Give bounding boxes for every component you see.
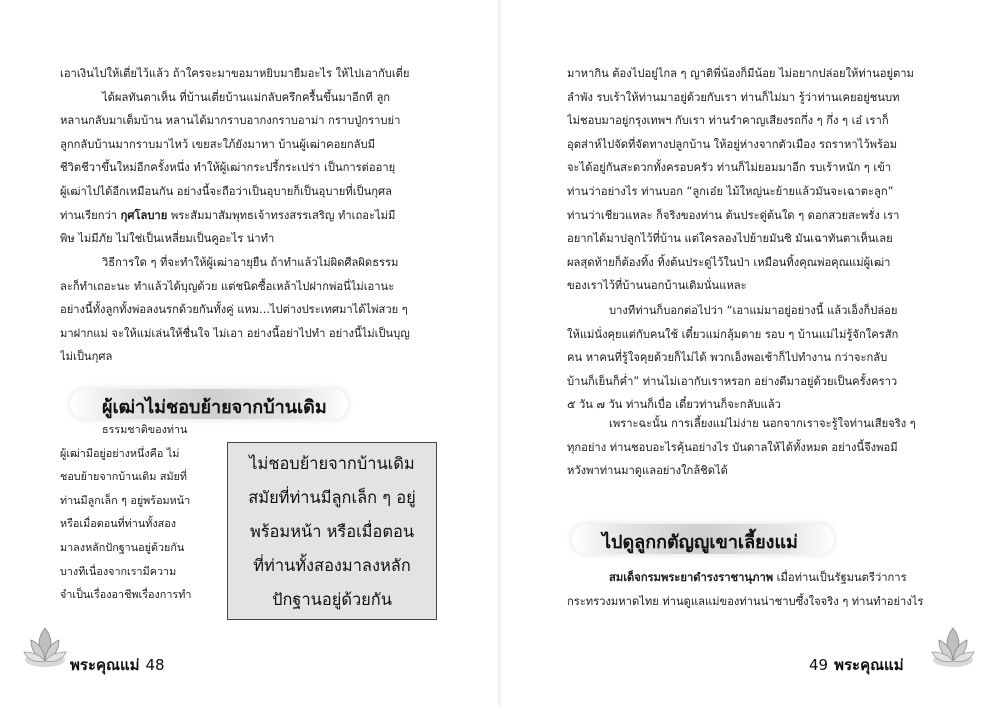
text-line: วิธีการใด ๆ ที่จะทำให้ผู้เฒ่าอายุยืน ถ้าทำแล้วไม่ผิดศีลผิดธรรม: [102, 256, 399, 269]
text-line: ท่านว่าอย่างไร ท่านบอก “ลูกเอ๋ย ไม้ใหญ่นะย้ายแล้วมันจะเฉาตะลูก”: [567, 184, 894, 198]
text-line: มาลงหลักปักฐานอยู่ด้วยกัน: [60, 540, 185, 554]
quote-line: พร้อมหน้า หรือเมื่อตอน: [249, 522, 415, 541]
text-line: ลำพัง รบเร้าให้ท่านมาอยู่ด้วยกับเรา ท่านก็ไม่มา รู้ว่าท่านเคยอยู่ชนบท: [567, 90, 900, 104]
text-line: ลูกกลับบ้านมากราบมาไหว้ เขยสะใภ้ยังมาหา บ้านผู้เฒ่าคอยกลับมี: [60, 137, 375, 151]
text-line: กระทรวงมหาดไทย ท่านดูแลแม่ของท่านน่าชาบซึ้งใจจริง ๆ ท่านทำอย่างไร: [567, 594, 924, 608]
text-line: ละก็ทำเถอะนะ ทำแล้วได้บุญด้วย แต่ชนิดซื้อเหล้าไปฝากพ่อนี่ไม่เอานะ: [60, 279, 395, 293]
right-paragraph-2: [567, 299, 951, 417]
text-line: ของเราไว้ที่บ้านนอกบ้านเดิมนั่นแหละ: [567, 279, 747, 293]
text-fragment: เมื่อท่านเป็นรัฐมนตรีว่าการ: [776, 571, 907, 584]
lotus-icon: [22, 620, 68, 680]
page-footer-left: [70, 653, 171, 677]
text-line: อุตส่าห์ไปจัดที่จัดทางปลูกบ้าน ให้อยู่ห่างจากตัวเมือง รถราหาไว้พร้อม: [567, 137, 898, 151]
text-line: เอาเงินไปให้เตี่ยไว้แล้ว ถ้าใครจะมาขอมาหยิบมายืมอะไร ให้ไปเอากับเตี่ย: [60, 67, 410, 80]
text-line: มาฝากแม่ จะให้แม่เล่นให้ชื่นใจ ไม่เอา อย่างนี้อย่าไปทำ อย่างนี้ไม่เป็นบุญ: [60, 326, 410, 340]
text-line: ให้แม่นั่งคุยแต่กับคนใช้ เดี๋ยวแม่กลุ้มตาย รอบ ๆ บ้านแม่ไม่รู้จักใครสัก: [567, 327, 899, 341]
section-heading-text: ไปดูลูกกตัญญูเขาเลี้ยงแม่: [602, 532, 798, 553]
text-line: ท่านมีลูกเล็ก ๆ อยู่พร้อมหน้า: [60, 493, 191, 507]
text-line: ผู้เฒ่ามีอยู่อย่างหนึ่งคือ ไม่: [60, 446, 180, 460]
text-line: พิษ ไม่มีภัย ไม่ใช่เป็นเหลี่ยมเป็นคูอะไร น่าทำ: [60, 232, 275, 246]
pull-quote-box: [227, 442, 437, 620]
text-line: ชีวิตชีวาขึ้นใหม่อีกครั้งหนึ่ง ทำให้ผู้เฒ่ากระปรี้กระเปร่า เป็นการต่ออายุ: [60, 161, 396, 175]
footer-title: พระคุณแม่: [70, 656, 140, 674]
right-paragraph-3: [567, 412, 951, 483]
text-line: [60, 204, 434, 228]
text-line: จะได้อยู่กันสะดวกทั้งครอบครัว ท่านก็ไม่ยอมมาอีก รบเร้าหนัก ๆ เข้า: [567, 161, 892, 175]
bold-term: สมเด็จกรมพระยาดำรงราชานุภาพ: [609, 571, 774, 584]
text-line: คน หาคนที่รู้ใจคุยด้วยก็ไม่ได้ พวกเอ็งพอเช้าก็ไปทำงาน กว่าจะกลับ: [567, 351, 888, 365]
section-heading: [572, 524, 834, 554]
text-fragment: พระสัมมาสัมพุทธเจ้าทรงสรรเสริญ ทำเถอะไม่มี: [170, 208, 396, 222]
right-paragraph-1: [567, 62, 951, 298]
text-line: ธรรมชาติของท่าน: [102, 423, 188, 436]
page-number: 49: [809, 656, 829, 674]
text-line: ผู้เฒ่าไปได้อีกเหมือนกัน อย่างนี้จะถือว่าเป็นอุบายก็เป็นอุบายที่เป็นกุศล: [60, 184, 392, 198]
quote-line: ปักฐานอยู่ด้วยกัน: [272, 590, 392, 609]
text-line: ไม่เป็นกุศล: [60, 350, 113, 364]
text-line: บางทีท่านก็บอกต่อไปว่า “เอาแม่มาอยู่อย่างนี้ แล้วเอ็งก็ปล่อย: [609, 304, 898, 317]
text-line: หวังพาท่านมาดูแลอย่างใกล้ชิดได้: [567, 464, 728, 478]
text-line: หรือเมื่อตอนที่ท่านทั้งสอง: [60, 517, 176, 531]
text-line: อย่างนี้ทั้งลูกทั้งพ่อลงนรกด้วยกันทั้งคู่ แหม...ไปต่างประเทศมาได้ไพ่สวย ๆ: [60, 303, 408, 317]
left-paragraph-2: [60, 251, 434, 369]
text-line: [567, 566, 951, 590]
section-heading-text: ผู้เฒ่าไม่ชอบย้ายจากบ้านเดิม: [102, 397, 327, 418]
text-line: จำเป็นเรื่องอาชีพเรื่องการทำ: [60, 588, 192, 602]
text-line: เพราะฉะนั้น การเลี้ยงแม่ไม่ง่าย นอกจากเราจะรู้ใจท่านเสียจริง ๆ: [609, 417, 916, 430]
text-line: ได้ผลทันตาเห็น ที่บ้านเตี่ยบ้านแม่กลับครึกครื้นขึ้นมาอีกที ลูก: [102, 90, 391, 104]
right-paragraph-4: [567, 566, 951, 613]
text-line: ผลสุดท้ายก็ต้องทิ้ง ทิ้งต้นประดู่ไว้ในป่า เหมือนทิ้งคุณพ่อคุณแม่ผู้เฒ่า: [567, 255, 891, 269]
page-number: 48: [145, 656, 165, 674]
right-page: [500, 0, 1000, 707]
left-paragraph-1: [60, 62, 434, 251]
text-line: ไม่ชอบมาอยู่กรุงเทพฯ กับเรา ท่านรำคาญเสียงรถกึ่ง ๆ กึ่ง ๆ เอ๋ เราก็: [567, 114, 889, 128]
text-line: ทุกอย่าง ท่านชอบอะไรคุ้นอย่างไร บันดาลให้ได้ทั้งหมด อย่างนี้จึงพอมี: [567, 440, 898, 454]
text-line: หลานกลับมาเต็มบ้าน หลานได้มากราบอากงกราบอาม่า กราบปู่กราบย่า: [60, 114, 401, 128]
text-line: ชอบย้ายจากบ้านเดิม สมัยที่: [60, 470, 188, 484]
text-line: ท่านว่าเชียวแหละ ก็จริงของท่าน ต้นประดู่ต้นใด ๆ ดอกสวยสะพรั่ง เรา: [567, 208, 900, 222]
text-line: บางทีเนื่องจากเรามีความ: [60, 564, 177, 578]
section-heading: [70, 389, 348, 419]
page-footer-right: [803, 653, 904, 677]
left-paragraph-3: [60, 418, 222, 607]
text-line: มาหากิน ต้องไปอยู่ไกล ๆ ญาติพี่น้องก็มีน้อย ไม่อยากปล่อยให้ท่านอยู่ตาม: [567, 67, 914, 80]
text-line: บ้านก็เย็นก็ค่ำ” ท่านไม่เอากับเราหรอก อย่างดีมาอยู่ด้วยเป็นครั้งคราว: [567, 374, 898, 388]
quote-line: สมัยที่ท่านมีลูกเล็ก ๆ อยู่: [248, 488, 416, 507]
footer-title: พระคุณแม่: [834, 656, 904, 674]
quote-line: ที่ท่านทั้งสองมาลงหลัก: [253, 556, 411, 575]
text-line: อยากได้มาปลูกไว้ที่บ้าน แต่ใครลองไปย้ายมันซิ มันเฉาทันตาเห็นเลย: [567, 232, 893, 246]
text-fragment: ท่านเรียกว่า: [60, 208, 118, 222]
bold-term: กุศโลบาย: [120, 208, 168, 222]
text-line: ๕ วัน ๗ วัน ท่านก็เบื่อ เดี๋ยวท่านก็จะกลับแล้ว: [567, 398, 781, 412]
lotus-icon: [930, 620, 976, 680]
quote-line: ไม่ชอบย้ายจากบ้านเดิม: [249, 454, 415, 473]
